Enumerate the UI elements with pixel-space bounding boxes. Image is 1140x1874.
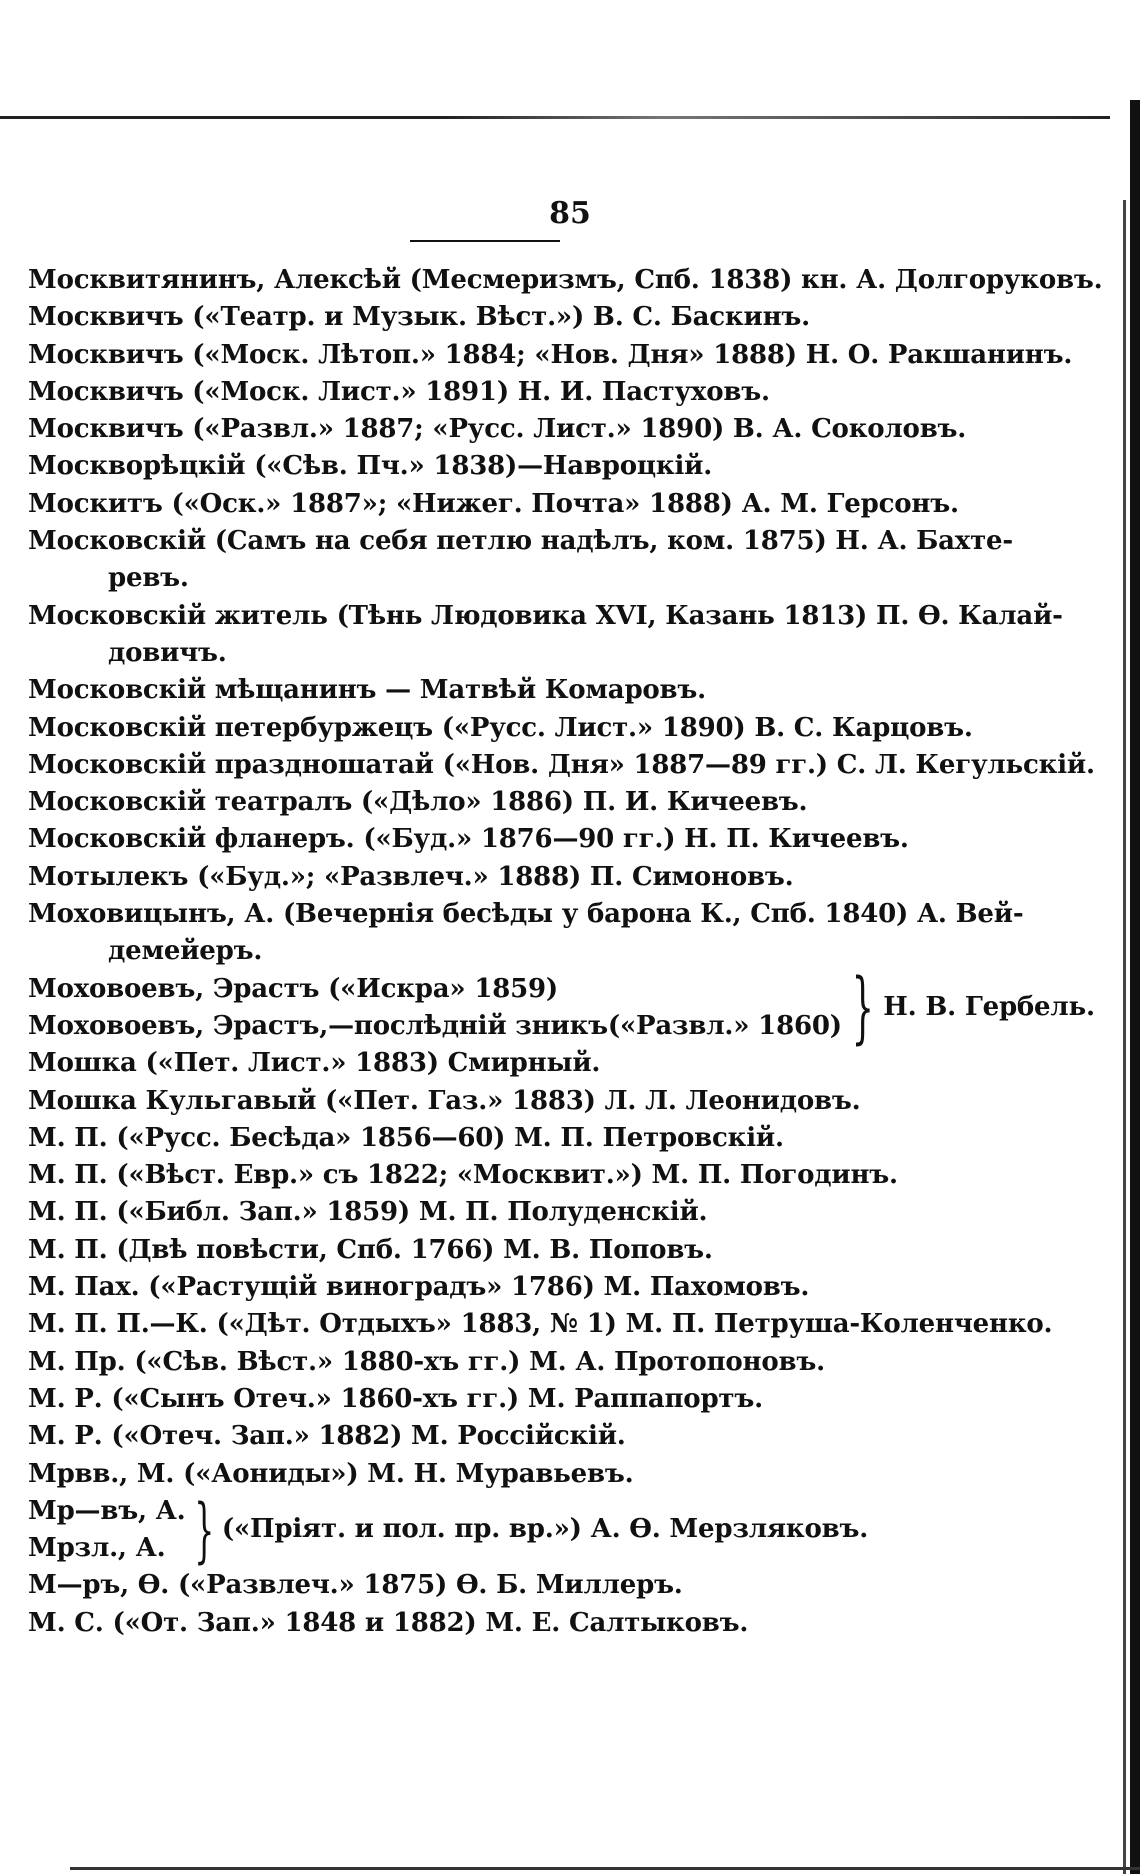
entry: Мрвв., М. («Аониды») М. Н. Муравьевъ. [28,1458,634,1489]
group-source-author: («Пріят. и пол. пр. вр.») А. Ѳ. Мерзляковъ. [221,1514,869,1545]
right-brace-icon: } [851,962,874,1053]
braced-group-lines [28,971,842,1046]
entry: Мошка («Пет. Лист.» 1883) Смирный. [28,1048,601,1079]
page-number: 85 [549,196,591,231]
top-rule [0,116,1110,119]
entry: М. Пр. («Сѣв. Вѣст.» 1880-хъ гг.) М. А. Протопоновъ. [28,1346,825,1377]
entry: Московскій праздношатай («Нов. Дня» 1887—89 гг.) С. Л. Кегульскій. [28,749,1095,780]
entry: М—ръ, Ѳ. («Развлеч.» 1875) Ѳ. Б. Миллеръ. [28,1570,683,1601]
braced-group-merzlyakov [28,1489,958,1572]
entry: М. П. («Вѣст. Евр.» съ 1822; «Москвит.») М. П. Погодинъ. [28,1160,898,1191]
braced-group-lines [28,1493,186,1568]
entry: Мрзл., А. [28,1533,166,1564]
entry: М. П. («Русс. Бесѣда» 1856—60) М. П. Петровскій. [28,1122,784,1153]
entry: Моховицынъ, А. (Вечернія бесѣды у барона К., Спб. 1840) А. Вей- [28,899,1024,930]
entry: Московскій мѣщанинъ — Матвѣй Комаровъ. [28,675,707,706]
entry: М. Р. («Сынъ Отеч.» 1860-хъ гг.) М. Раппапортъ. [28,1383,763,1414]
right-inner-edge [1123,200,1126,1874]
entry: Москитъ («Оск.» 1887»; «Нижег. Почта» 1888) А. М. Герсонъ. [28,488,959,519]
group-author: Н. В. Гербель. [883,992,1095,1023]
braced-group-gerbel [28,962,1095,1053]
entry: Московскій фланеръ. («Буд.» 1876—90 гг.) Н. П. Кичеевъ. [28,824,909,855]
entry: М. П. («Библ. Зап.» 1859) М. П. Полуденскій. [28,1197,708,1228]
entry: Московскій (Самъ на себя петлю надѣлъ, ком. 1875) Н. А. Бахте- [28,526,1013,557]
entry-continuation: демейеръ. [108,936,263,967]
entry: М. Р. («Отеч. Зап.» 1882) М. Россійскій. [28,1421,626,1452]
entry: Москвичъ («Развл.» 1887; «Русс. Лист.» 1890) В. А. Соколовъ. [28,414,967,445]
entry: М. С. («От. Зап.» 1848 и 1882) М. Е. Салтыковъ. [28,1607,749,1638]
entry: Мр—въ, А. [28,1495,186,1526]
entry: Москвичъ («Моск. Лѣтоп.» 1884; «Нов. Дня» 1888) Н. О. Ракшанинъ. [28,339,1073,370]
entry: М. Пах. («Растущій виноградъ» 1786) М. Пахомовъ. [28,1272,810,1303]
entry: Моховоевъ, Эрастъ («Искра» 1859) [28,973,558,1004]
entry: М. П. (Двѣ повѣсти, Спб. 1766) М. В. Поповъ. [28,1234,713,1265]
entry: Москворѣцкій («Сѣв. Пч.» 1838)—Навроцкій. [28,451,713,482]
entry: Московскій театралъ («Дѣло» 1886) П. И. Кичеевъ. [28,787,808,818]
entry: Москвичъ («Моск. Лист.» 1891) Н. И. Пастуховъ. [28,376,770,407]
entry: Моховоевъ, Эрастъ,—послѣдній зникъ(«Развл.» 1860) [28,1010,842,1041]
right-page-edge [1130,100,1140,1874]
entry-continuation: довичъ. [108,637,227,668]
entry: Мошка Кульгавый («Пет. Газ.» 1883) Л. Л. Леонидовъ. [28,1085,861,1116]
entry-continuation: ревъ. [108,563,189,594]
entry: Мотылекъ («Буд.»; «Развлеч.» 1888) П. Симоновъ. [28,861,794,892]
entry: Московскій петербуржецъ («Русс. Лист.» 1890) В. С. Карцовъ. [28,712,973,743]
right-brace-icon: } [193,1489,214,1572]
bottom-rule [70,1867,1140,1870]
entry-list [28,262,1103,1642]
entry: Москвитянинъ, Алексѣй (Месмеризмъ, Спб. 1838) кн. А. Долгоруковъ. [28,265,1103,295]
page-number-rule [410,240,560,242]
entry: Московскій житель (Тѣнь Людовика XVI, Казань 1813) П. Ѳ. Калай- [28,600,1063,631]
entry: Москвичъ («Театр. и Музык. Вѣст.») В. С. Баскинъ. [28,302,810,333]
entry: М. П. П.—К. («Дѣт. Отдыхъ» 1883, № 1) М. П. Петруша-Коленченко. [28,1309,1053,1340]
